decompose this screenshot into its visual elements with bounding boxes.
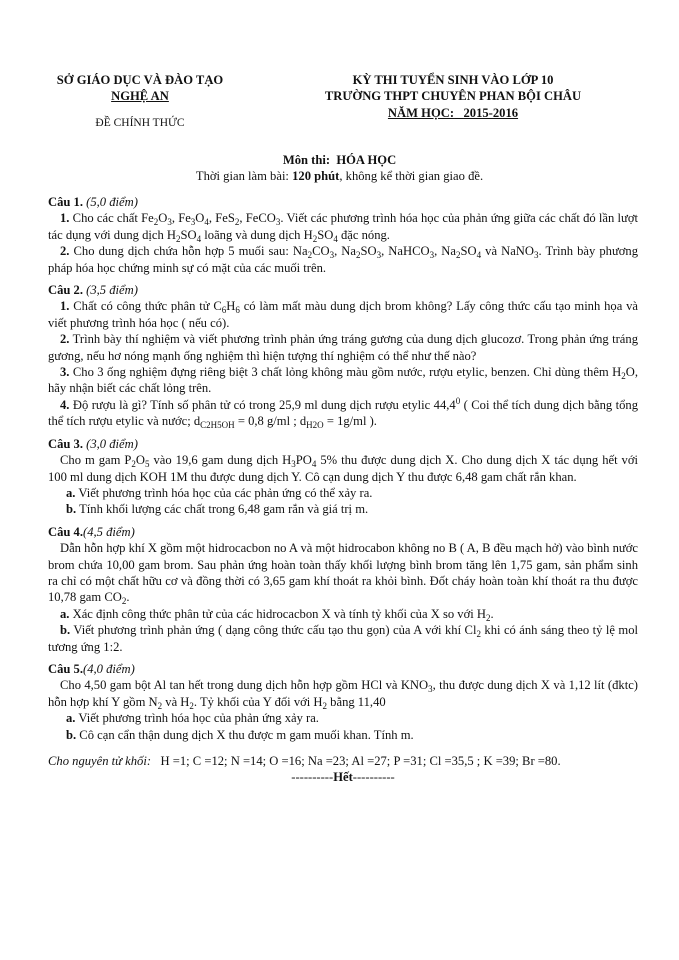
text-fragment: O, hãy nhận biết các chất lỏng trên. [48,365,638,396]
text-fragment: . Viết các phương trình hóa học của phản ứng giữa các chất đó lần lượt tác dụng với dung dịch H [48,211,639,242]
text-fragment: 2 [153,217,159,228]
text-fragment: 3 [291,459,296,470]
text-fragment: 3 [376,250,382,261]
text-fragment: H [226,299,236,314]
text-fragment: SO [317,227,334,242]
text-fragment: Viết phương trình hóa học của phản ứng xảy ra. [75,711,319,726]
text-fragment: 6 [235,305,240,316]
text-fragment: (5,0 điểm) [86,195,138,209]
question-5 [48,661,638,743]
text-fragment: 2 [189,700,194,711]
text-fragment: có làm mất màu dung dịch brom không? Lấy công thức cấu tạo minh họa và viết phương trình hóa học ( nếu có). [48,299,638,330]
text-fragment: 3 [190,217,196,228]
school-year [288,105,618,121]
question-1-part-1 [48,210,638,243]
text-fragment: 6 [221,305,227,316]
text-fragment: a. [66,711,76,726]
text-fragment: 3 [275,217,281,228]
text-fragment: và H [162,694,190,709]
text-fragment: Xác định công thức phân tử của các hidrocacbon X và tính tỷ khối của X so với H [69,606,486,621]
text-fragment: Môn thi: [282,153,331,167]
question-5-part-a [48,710,638,726]
text-fragment: Câu 5. [48,661,83,676]
question-5-statement [48,677,638,710]
text-fragment: O [135,453,146,468]
text-fragment: , Na [334,244,356,259]
text-fragment: 3 [329,250,335,261]
subject-block [0,152,679,185]
text-fragment: Cho các chất Fe [69,211,154,226]
text-fragment: 3 [534,250,539,261]
text-fragment: 5 [145,459,150,470]
question-2-part-1 [48,298,638,331]
atomic-masses [48,753,638,769]
question-4-part-a [48,606,638,622]
text-fragment: 3 [429,250,435,261]
question-1 [48,194,638,276]
text-fragment: 2 [157,700,163,711]
text-fragment: O [195,211,205,226]
end-marker [48,769,638,785]
exam-name: KỲ THI TUYỂN SINH VÀO LỚP 10 [352,73,554,87]
text-fragment: SO [460,244,477,259]
text-fragment: 2 [131,459,136,470]
text-fragment: 2 [121,596,127,607]
text-fragment: HÓA HỌC [336,153,397,167]
text-fragment: và NaNO [481,244,535,259]
question-2-part-2 [48,331,638,364]
text-fragment: Tính khối lượng các chất trong 6,48 gam rắn và giá trị m. [76,502,369,517]
text-fragment: C2H5OH [200,420,235,431]
text-fragment: b. [66,502,77,517]
text-fragment: Trình bày thí nghiệm và viết phương trình phản ứng tráng gương của dung dịch glucozơ. Trong phản ứng tráng gương, nếu hơ nóng mạnh ống nghiệm thì hiện tượng thí nghiệm có thể như thế nào? [48,332,638,363]
text-fragment: 2. [60,244,70,259]
text-fragment: 3. [60,365,70,380]
text-fragment: . Tỷ khối của Y đối với H [193,694,323,709]
department-name: SỞ GIÁO DỤC VÀ ĐÀO TẠO [56,73,224,87]
text-fragment: Hết [333,770,353,785]
text-fragment: 3 [167,217,172,228]
text-fragment: 4 [311,459,317,470]
text-fragment: 2 [322,700,328,711]
time-allowed [0,168,679,184]
text-fragment: 2 [176,233,181,244]
department-header [50,72,230,131]
text-fragment: ---------- [291,770,334,785]
text-fragment: = 1g/ml ). [323,414,377,429]
text-fragment: Viết phương trình phản ứng ( dạng công thức cấu tạo thu gọn) của A với khí Cl [70,623,477,638]
question-4-statement [48,540,638,606]
text-fragment: vào 19,6 gam dung dịch H [149,453,292,468]
text-fragment: 4 [196,233,202,244]
question-3-part-b [48,501,638,517]
question-3-title [48,436,638,452]
text-fragment: 4 [333,233,338,244]
text-fragment: , FeS [208,211,235,226]
text-fragment: Câu 3. [48,436,83,451]
text-fragment: b. [60,623,71,638]
question-5-title [48,661,638,677]
text-fragment: Cho 3 ống nghiệm đựng riêng biệt 3 chất lỏng không màu gồm nước, rượu etylic, benzen. Chỉ dùng thêm H [69,365,622,380]
text-fragment: Câu 4. [48,524,83,539]
question-2-part-4 [48,397,638,430]
text-fragment: 2 [234,217,240,228]
question-4-title [48,524,638,540]
text-fragment: PO [295,453,312,468]
text-fragment: 4. [60,397,70,412]
text-fragment: CO [312,244,330,259]
text-fragment: SO [180,227,197,242]
school-name: TRƯỜNG THPT CHUYÊN PHAN BỘI CHÂU [324,89,582,104]
text-fragment: 3 [428,684,433,695]
text-fragment: (3,0 điểm) [86,436,138,451]
text-fragment: 2 [312,233,318,244]
text-fragment: loãng và dung dịch H [201,227,313,242]
question-2 [48,282,638,430]
exam-body [48,188,638,786]
text-fragment: . Trình bày phương pháp hóa học chứng minh sự có mặt của các muối trên. [48,244,639,275]
text-fragment: . [126,590,130,605]
text-fragment: , NaHCO [381,244,430,259]
text-fragment: = 0,8 g/ml ; d [234,414,307,429]
text-fragment: 5% thu được dung dịch X. Cho dung dịch X tác dụng hết với 100 ml dung dịch KOH 1M thu được dung dịch Y. Cô cạn dung dịch Y thu được 6,48 gam chất rắn khan. [48,453,639,484]
question-2-part-3 [48,364,638,397]
text-fragment: , Na [434,244,456,259]
text-fragment: 0 [455,395,461,406]
text-fragment: (3,5 điểm) [86,283,138,298]
text-fragment: Câu 1. [48,195,83,209]
province-name: NGHỆ AN [111,89,169,104]
text-fragment: khi có ánh sáng theo tỷ lệ mol tương ứng 1:2. [48,623,639,654]
text-fragment: Cho nguyên tử khối: [48,754,152,768]
text-fragment: , không kể thời gian giao đề. [339,169,484,184]
text-fragment: , thu được dung dịch X và 1,12 lít (đktc) hỗn hợp khí Y gồm N [48,678,638,709]
text-fragment: a. [66,485,76,500]
text-fragment: 2. [60,332,70,347]
text-fragment: ( Coi thể tích dung dịch bằng tổng thể tích rượu etylic và nước; d [48,397,639,429]
text-fragment: Độ rượu là gì? Tính số phân tử có trong 25,9 ml dung dịch rượu etylic 44,4 [69,397,456,412]
text-fragment: 4 [476,250,482,261]
text-fragment: a. [60,606,70,621]
text-fragment: 4 [204,217,209,228]
text-fragment: ---------- [352,770,395,785]
official-label: ĐỀ CHÍNH THỨC [95,116,185,129]
text-fragment: H =1; C =12; N =14; O =16; Na =23; Al =27; P =31; Cl =35,5 ; K =39; Br =80. [160,754,561,768]
text-fragment: 2 [307,250,313,261]
text-fragment: Cho m gam P [60,453,132,468]
exam-header [288,72,618,121]
text-fragment: . [490,606,494,621]
question-2-title [48,282,638,298]
text-fragment: H2O [306,420,324,431]
text-fragment: (4,5 điểm) [83,524,135,539]
text-fragment: NĂM HỌC: [387,105,455,120]
text-fragment: , Fe [171,211,191,226]
subject-title [0,152,679,168]
text-fragment: 2 [621,371,626,382]
text-fragment: O [158,211,168,226]
question-3-statement [48,452,638,485]
question-4-part-b [48,622,638,655]
question-5-part-b [48,727,638,743]
text-fragment: 2015-2016 [463,105,519,120]
text-fragment: 2 [476,629,481,640]
text-fragment: Cho dung dịch chứa hỗn hợp 5 muối sau: Na [69,244,308,259]
text-fragment: 1. [60,299,70,314]
text-fragment: 2 [355,250,361,261]
question-1-part-2 [48,243,638,276]
text-fragment: Cho 4,50 gam bột Al tan hết trong dung dịch hỗn hợp gồm HCl và KNO [60,678,429,693]
text-fragment: Dẫn hỗn hợp khí X gồm một hidrocacbon no A và một hidrocabon không no B ( A, B đều mạch hở) vào bình nước brom chứa 10,00 gam brom. Sau phản ứng hoàn toàn thấy khối lượng bình brom tăng lên 1,75 gam, sản phẩm sinh ra chỉ có một chất hữu cơ và đồng thời có 3,65 gam khí thoát ra khỏi bình. Đốt cháy hoàn toàn khí thoát ra thu được 10,78 gam CO [48,541,638,605]
text-fragment: đặc nóng. [337,227,390,242]
text-fragment: 2 [486,612,491,623]
text-fragment: bằng 11,40 [327,694,386,709]
text-fragment: 2 [456,250,461,261]
text-fragment: b. [66,727,77,742]
text-fragment: Cô cạn cẩn thận dung dịch X thu được m gam muối khan. Tính m. [76,727,414,742]
text-fragment: Viết phương trình hóa học của các phản ứng có thể xảy ra. [75,485,373,500]
text-fragment: SO [360,244,377,259]
text-fragment: (4,0 điểm) [83,661,135,676]
text-fragment: Câu 2. [48,283,83,298]
text-fragment: Chất có công thức phân tử C [69,299,222,314]
text-fragment: 1. [60,211,70,226]
question-3-part-a [48,485,638,501]
question-1-title [48,194,638,210]
question-3 [48,436,638,518]
text-fragment: , FeCO [239,211,276,226]
text-fragment: 120 phút [292,169,340,184]
text-fragment: Thời gian làm bài: [195,169,293,184]
question-4 [48,524,638,655]
